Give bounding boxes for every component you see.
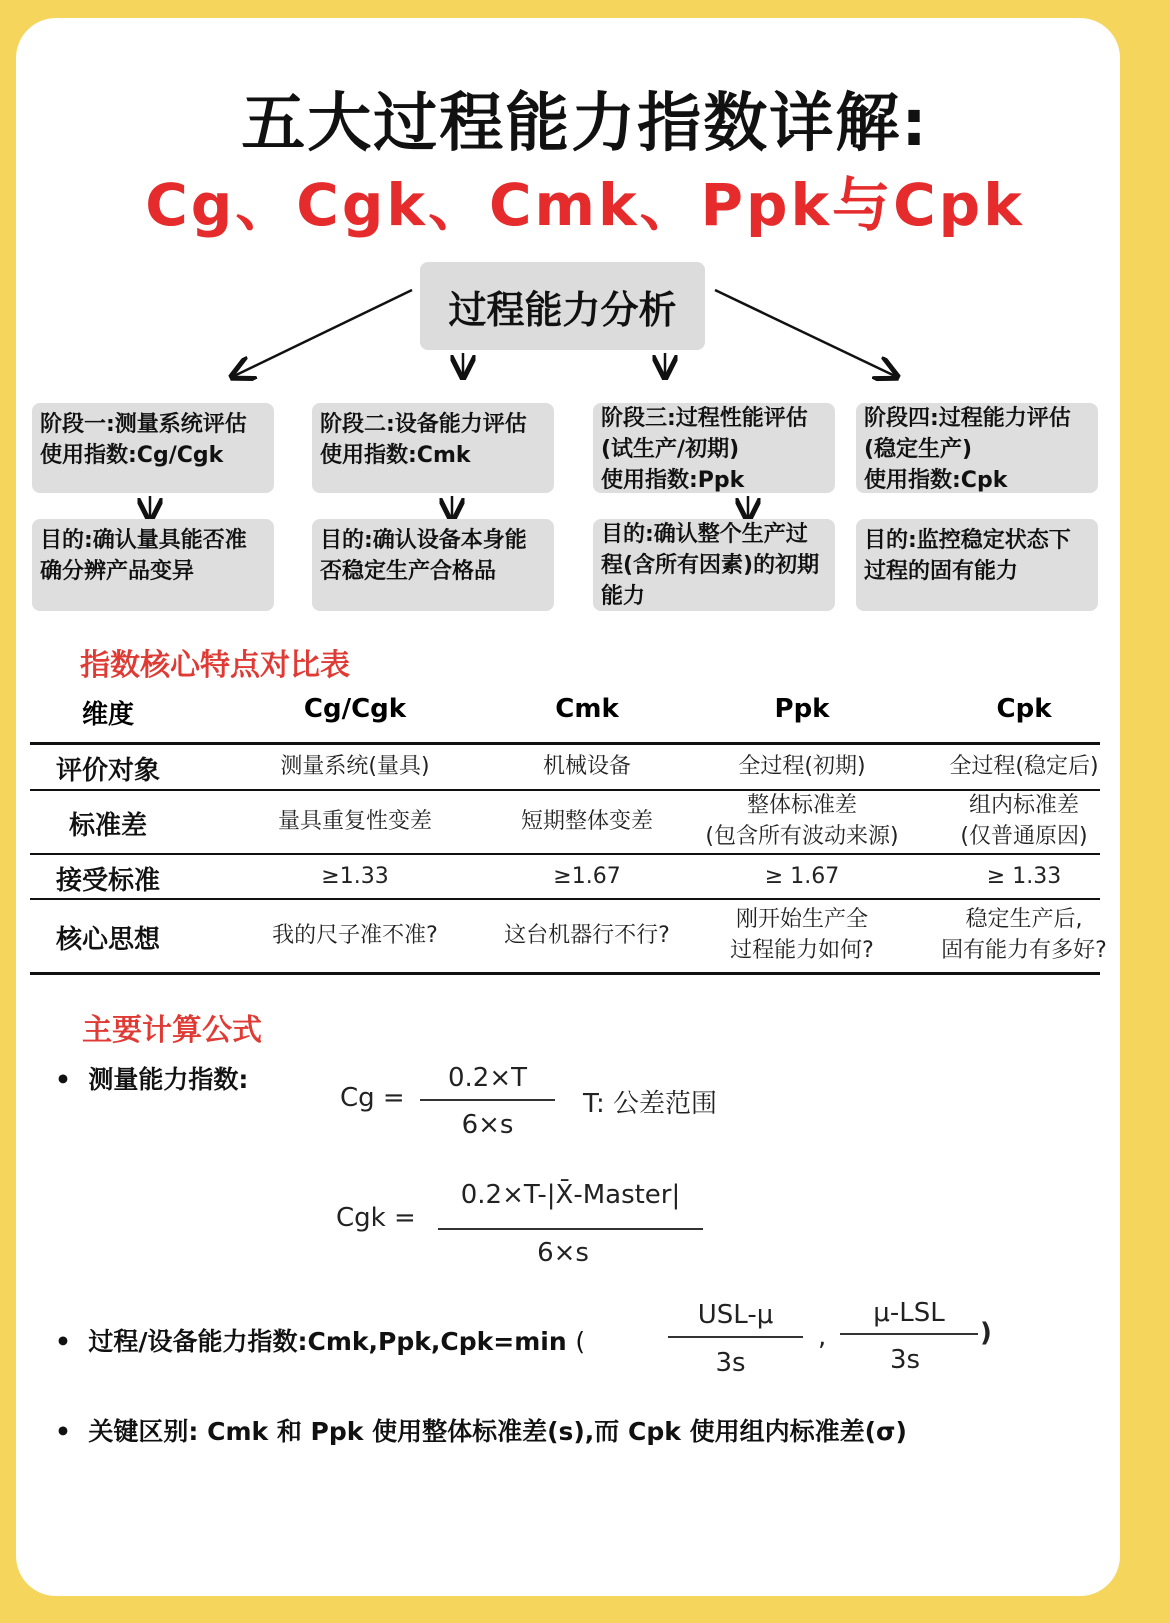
row-label: 评价对象 — [55, 756, 160, 786]
purpose-box: 目的:确认设备本身能否稳定生产合格品 — [312, 519, 554, 611]
column-header: 维度 — [81, 700, 134, 730]
table-cell: 测量系统(量具) — [280, 753, 430, 779]
table-cell: 量具重复性变差 — [277, 808, 432, 834]
table-cell: 刚开始生产全 过程能力如何? — [730, 907, 874, 963]
table-cell: 短期整体变差 — [520, 808, 653, 834]
purpose-box: 目的:监控稳定状态下过程的固有能力 — [856, 519, 1098, 611]
table-cell: ≥ 1.33 — [986, 863, 1062, 889]
cgk-numerator: 0.2×T-|X̄-Master| — [460, 1180, 681, 1210]
table-title: 指数核心特点对比表 — [80, 648, 350, 683]
cg-denominator: 6×s — [461, 1110, 514, 1140]
table-cell: 我的尺子准不准? — [272, 922, 438, 948]
row-label: 核心思想 — [55, 925, 160, 955]
table-cell: ≥ 1.67 — [764, 863, 840, 889]
table-cell: 全过程(初期) — [738, 753, 866, 779]
stage-box: 阶段一:测量系统评估 使用指数:Cg/Cgk — [32, 403, 274, 493]
cpk-numerator-1: USL-μ — [697, 1300, 774, 1330]
bullet-measure: • 测量能力指数: — [55, 1065, 249, 1094]
cg-note: T: 公差范围 — [583, 1089, 718, 1119]
cgk-lhs: Cgk = — [336, 1203, 416, 1233]
title: 五大过程能力指数详解: — [241, 87, 929, 161]
table-cell: 整体标准差 (包含所有波动来源) — [705, 793, 899, 849]
fraction-bar — [668, 1336, 803, 1338]
cpk-denominator-1: 3s — [715, 1348, 746, 1378]
cg-lhs: Cg = — [340, 1083, 405, 1113]
cpk-denominator-2: 3s — [889, 1345, 921, 1375]
bullet-process-text: 过程/设备能力指数:Cmk,Ppk,Cpk=min — [88, 1327, 567, 1356]
cgk-denominator: 6×s — [537, 1238, 589, 1268]
stage-box: 阶段三:过程性能评估(试生产/初期) 使用指数:Ppk — [593, 403, 835, 493]
paren-close: ) — [980, 1318, 992, 1348]
bullet-process: • 过程/设备能力指数:Cmk,Ppk,Cpk=min ( — [55, 1327, 586, 1356]
row-label: 接受标准 — [55, 866, 160, 896]
table-rule — [30, 853, 1100, 855]
table-cell: 机械设备 — [542, 753, 631, 779]
fraction-bar — [840, 1333, 978, 1335]
column-header: Ppk — [774, 694, 830, 724]
table-rule — [30, 972, 1100, 975]
table-cell: ≥1.33 — [321, 863, 389, 889]
table-cell: 全过程(稳定后) — [949, 753, 1099, 779]
bullet-measure-text: 测量能力指数: — [88, 1065, 249, 1094]
formula-title: 主要计算公式 — [82, 1013, 262, 1048]
purpose-box: 目的:确认量具能否准确分辨产品变异 — [32, 519, 274, 611]
comma: , — [818, 1322, 827, 1352]
stage-box: 阶段二:设备能力评估 使用指数:Cmk — [312, 403, 554, 493]
column-header: Cpk — [996, 694, 1052, 724]
column-header: Cg/Cgk — [303, 694, 407, 724]
table-cell: ≥1.67 — [553, 863, 621, 889]
stage-box: 阶段四:过程能力评估(稳定生产) 使用指数:Cpk — [856, 403, 1098, 493]
column-header: Cmk — [555, 694, 619, 724]
table-cell: 稳定生产后, 固有能力有多好? — [941, 907, 1107, 963]
table-rule — [30, 742, 1100, 745]
cpk-numerator-2: μ-LSL — [873, 1298, 945, 1328]
root-node: 过程能力分析 — [420, 262, 705, 350]
bullet-key: • 关键区别: Cmk 和 Ppk 使用整体标准差(s),而 Cpk 使用组内标准差(σ) — [55, 1417, 907, 1446]
table-rule — [30, 898, 1100, 900]
row-label: 标准差 — [68, 811, 147, 841]
table-cell: 这台机器行不行? — [504, 922, 670, 948]
bullet-key-text: 关键区别: Cmk 和 Ppk 使用整体标准差(s),而 Cpk 使用组内标准差(σ) — [88, 1417, 907, 1446]
purpose-box: 目的:确认整个生产过程(含所有因素)的初期能力 — [593, 519, 835, 611]
fraction-bar — [420, 1099, 555, 1101]
subtitle: Cg、Cgk、Cmk、Ppk与Cpk — [145, 171, 1025, 239]
table-cell: 组内标准差 (仅普通原因) — [960, 793, 1088, 849]
fraction-bar — [438, 1228, 703, 1230]
cg-numerator: 0.2×T — [447, 1063, 527, 1093]
